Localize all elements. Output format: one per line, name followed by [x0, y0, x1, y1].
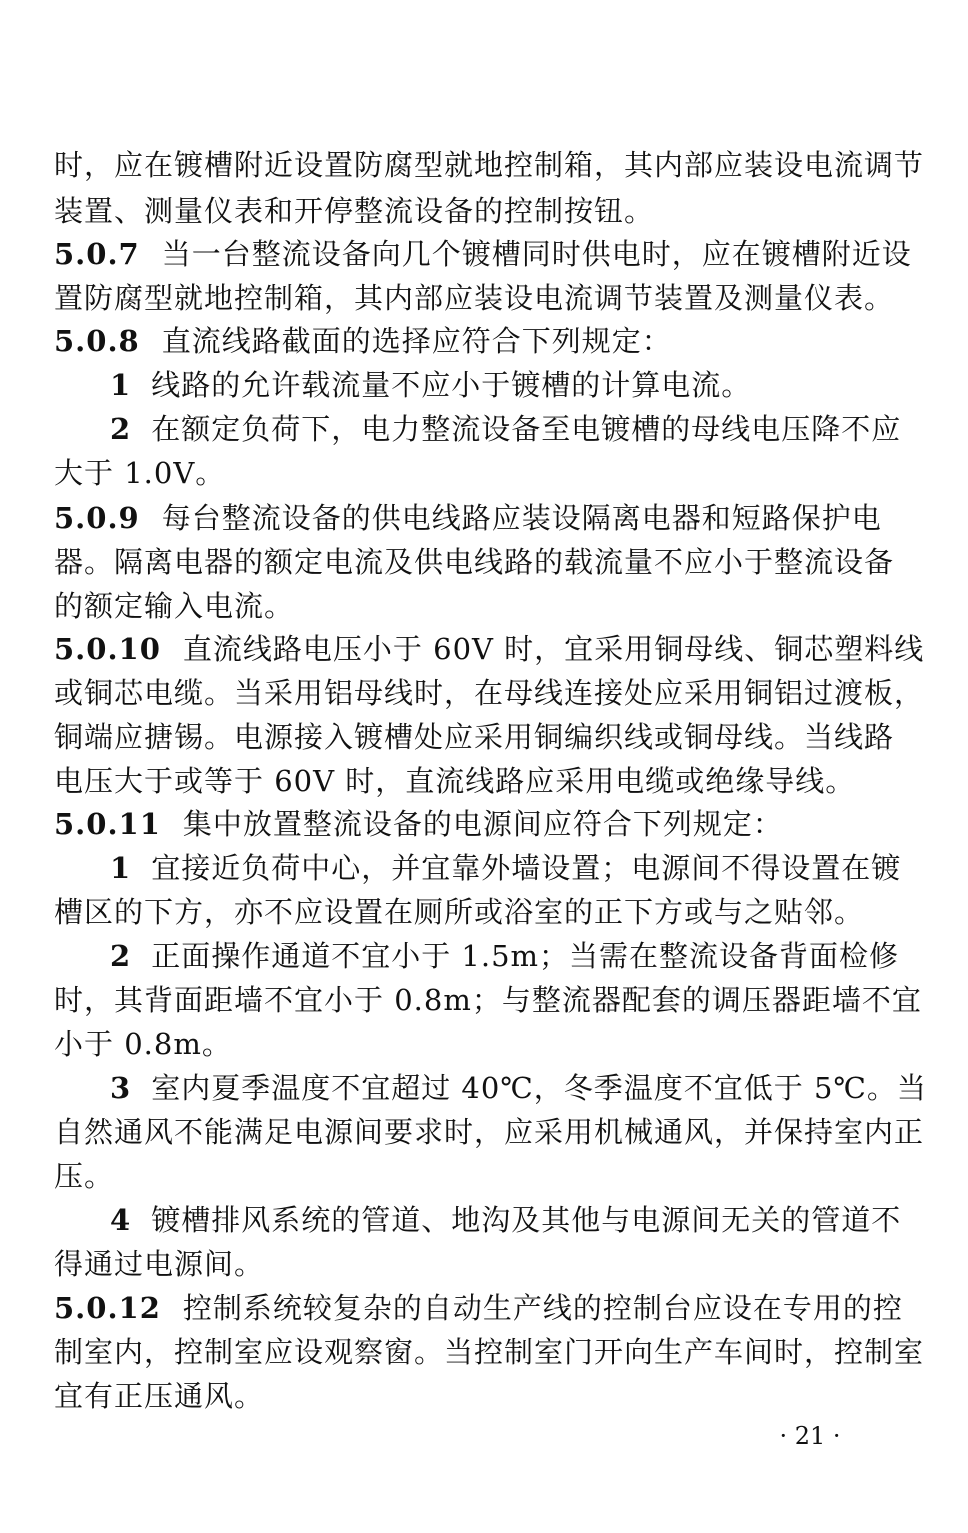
- text-line: 器。隔离电器的额定电流及供电线路的载流量不应小于整流设备: [54, 545, 895, 579]
- clause-5-0-12: 5.0.12 控制系统较复杂的自动生产线的控制台应设在专用的控: [54, 1291, 903, 1325]
- clause-number: 5.0.10: [54, 632, 161, 666]
- item-number: 2: [110, 412, 132, 446]
- list-item: 2 在额定负荷下，电力整流设备至电镀槽的母线电压降不应: [110, 412, 902, 446]
- clause-number: 5.0.9: [54, 501, 140, 535]
- list-item: 3 室内夏季温度不宜超过 40℃，冬季温度不宜低于 5℃。当: [110, 1071, 927, 1105]
- item-number: 1: [110, 851, 132, 885]
- page-number: · 21 ·: [779, 1422, 841, 1450]
- text-line: 装置、测量仪表和开停整流设备的控制按钮。: [54, 194, 655, 228]
- text-line: 得通过电源间。: [54, 1247, 265, 1281]
- clause-5-0-9: 5.0.9 每台整流设备的供电线路应装设隔离电器和短路保护电: [54, 501, 882, 535]
- list-item: 4 镀槽排风系统的管道、地沟及其他与电源间无关的管道不: [110, 1203, 902, 1237]
- text-line: 宜有正压通风。: [54, 1379, 265, 1413]
- clause-number: 5.0.11: [54, 807, 161, 841]
- text-line: 铜端应搪锡。电源接入镀槽处应采用铜编织线或铜母线。当线路: [54, 720, 895, 754]
- text-line: 的额定输入电流。: [54, 589, 295, 623]
- text-line: 时，应在镀槽附近设置防腐型就地控制箱，其内部应装设电流调节: [54, 148, 925, 182]
- text-line: 或铜芯电缆。当采用铝母线时，在母线连接处应采用铜铝过渡板，: [54, 676, 925, 710]
- text-line: 电压大于或等于 60V 时，直流线路应采用电缆或绝缘导线。: [54, 764, 856, 798]
- list-item: 1 宜接近负荷中心，并宜靠外墙设置；电源间不得设置在镀: [110, 851, 902, 885]
- text-line: 大于 1.0V。: [54, 456, 226, 490]
- clause-5-0-11: 5.0.11 集中放置整流设备的电源间应符合下列规定：: [54, 807, 783, 841]
- clause-5-0-7: 5.0.7 当一台整流设备向几个镀槽同时供电时，应在镀槽附近设: [54, 237, 912, 271]
- clause-number: 5.0.12: [54, 1291, 161, 1325]
- item-number: 2: [110, 939, 132, 973]
- clause-number: 5.0.7: [54, 237, 140, 271]
- item-number: 3: [110, 1071, 132, 1105]
- list-item: 1 线路的允许载流量不应小于镀槽的计算电流。: [110, 368, 752, 402]
- list-item: 2 正面操作通道不宜小于 1.5m；当需在整流设备背面检修: [110, 939, 900, 973]
- text-line: 自然通风不能满足电源间要求时，应采用机械通风，并保持室内正: [54, 1115, 925, 1149]
- clause-5-0-10: 5.0.10 直流线路电压小于 60V 时，宜采用铜母线、铜芯塑料线: [54, 632, 925, 666]
- item-number: 1: [110, 368, 132, 402]
- text-line: 小于 0.8m。: [54, 1027, 232, 1061]
- clause-number: 5.0.8: [54, 324, 140, 358]
- text-line: 槽区的下方，亦不应设置在厕所或浴室的正下方或与之贴邻。: [54, 895, 865, 929]
- item-number: 4: [110, 1203, 132, 1237]
- text-line: 置防腐型就地控制箱，其内部应装设电流调节装置及测量仪表。: [54, 281, 895, 315]
- text-line: 压。: [54, 1159, 115, 1193]
- clause-5-0-8: 5.0.8 直流线路截面的选择应符合下列规定：: [54, 324, 672, 358]
- text-line: 制室内，控制室应设观察窗。当控制室门开向生产车间时，控制室: [54, 1335, 925, 1369]
- text-line: 时，其背面距墙不宜小于 0.8m；与整流器配套的调压器距墙不宜: [54, 983, 922, 1017]
